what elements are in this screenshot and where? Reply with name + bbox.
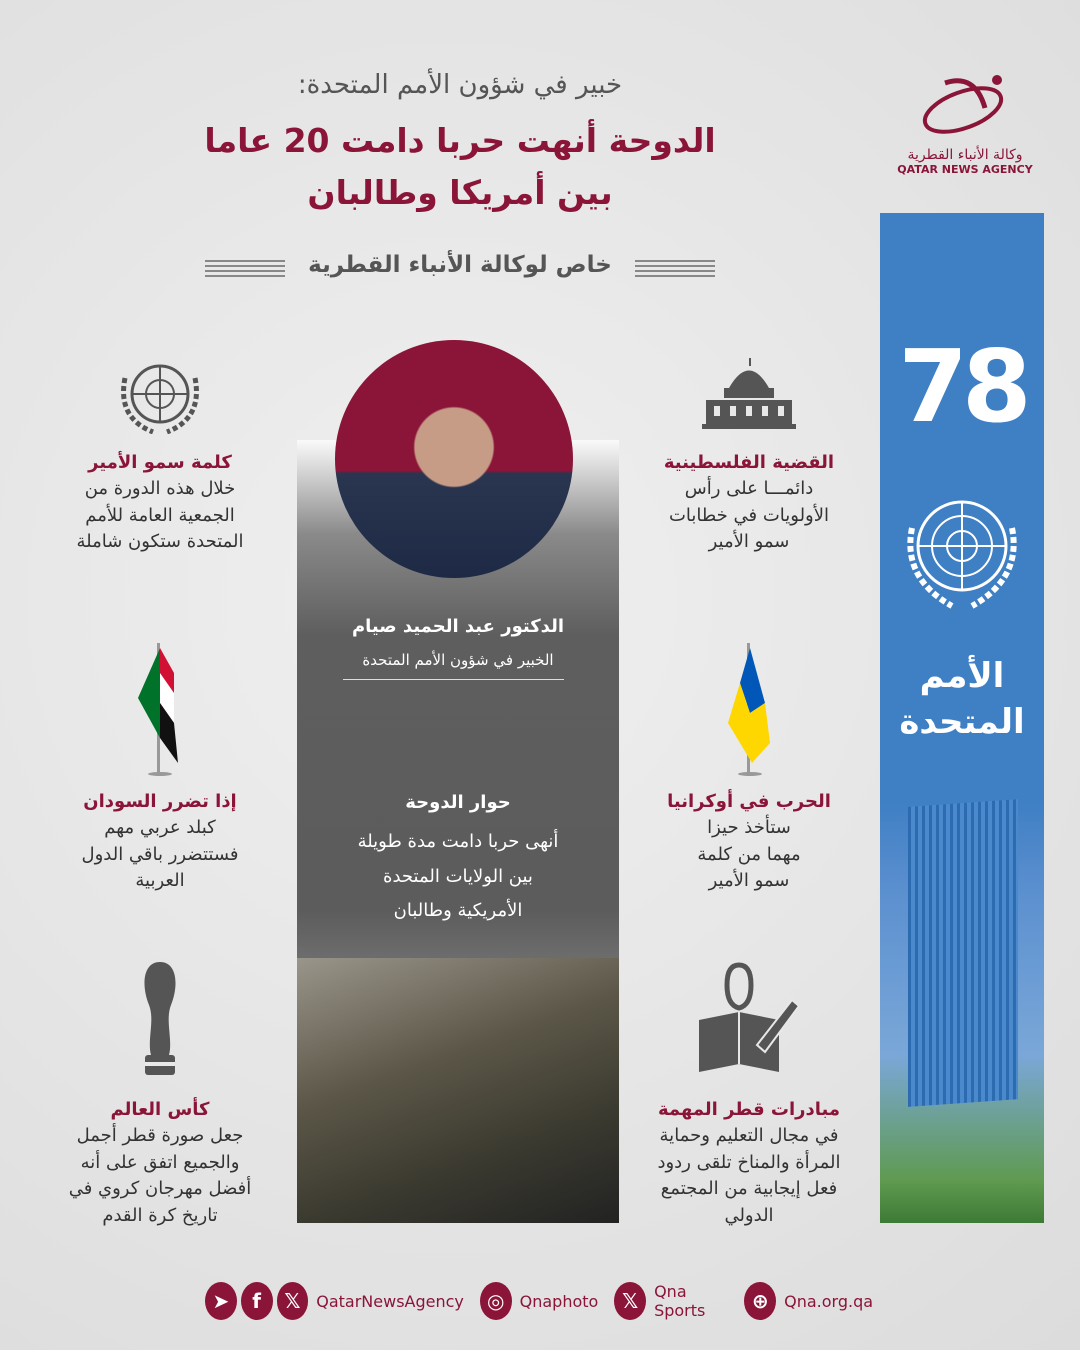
item-line: والجميع اتفق على أنه — [80, 1151, 240, 1173]
expert-name: الدكتور عبد الحميد صيام — [351, 616, 565, 637]
expert-portrait — [335, 340, 573, 578]
un-emblem-icon — [892, 488, 1032, 613]
instagram-icon[interactable]: ◎ — [480, 1282, 512, 1320]
item-title: القضية الفلسطينية — [663, 452, 835, 473]
un-panel — [880, 213, 1044, 1223]
social-handle[interactable]: Qna Sports — [654, 1282, 706, 1320]
un-title-line-2: المتحدة — [899, 702, 1025, 742]
headline-line-1: الدوحة أنهت حربا دامت 20 عاما — [204, 121, 716, 160]
expert-role: الخبير في شؤون الأمم المتحدة — [362, 651, 554, 669]
item-line: فعل إيجابية من المجتمع — [660, 1178, 838, 1199]
social-bar — [205, 1281, 885, 1321]
divider-lines — [635, 260, 715, 280]
facebook-icon[interactable]: f — [241, 1282, 273, 1320]
kicker: خبير في شؤون الأمم المتحدة: — [297, 70, 623, 100]
quote-line: الأمريكية وطالبان — [393, 900, 523, 921]
item-sudan — [55, 789, 265, 895]
item-line: في مجال التعليم وحماية — [659, 1125, 839, 1146]
tower-shape — [908, 799, 1018, 1107]
ukraine-flag-icon — [720, 643, 780, 776]
qna-logo-icon — [915, 68, 1015, 143]
un-title — [880, 653, 1044, 745]
qna-logo — [890, 68, 1040, 176]
un-title-line-1: الأمم — [919, 656, 1005, 696]
item-line: دائمـــا على رأس — [684, 478, 814, 499]
exclusive-label: خاص لوكالة الأنباء القطرية — [308, 252, 612, 278]
item-line: المرأة والمناخ تلقى ردود — [657, 1151, 841, 1173]
item-world-cup — [45, 1097, 275, 1229]
quote-line: بين الولايات المتحدة — [383, 865, 533, 887]
item-title: مبادرات قطر المهمة — [657, 1099, 841, 1120]
item-line: سمو الأمير — [708, 531, 790, 552]
dome-of-rock-icon — [702, 358, 796, 430]
item-title: كلمة سمو الأمير — [88, 452, 232, 473]
sudan-flag-icon — [130, 643, 190, 776]
quote-title: حوار الدوحة — [405, 792, 511, 813]
woman-education-icon — [697, 960, 801, 1075]
artillery-photo — [297, 958, 619, 1223]
headline-line-2: بين أمريكا وطالبان — [307, 173, 613, 212]
item-line: مهما من كلمة — [697, 843, 801, 865]
item-title: كأس العالم — [110, 1099, 210, 1120]
world-cup-trophy-icon — [135, 960, 185, 1078]
telegram-icon[interactable]: ➤ — [205, 1282, 237, 1320]
website-link[interactable]: Qna.org.qa — [784, 1291, 874, 1311]
item-line: أفضل مهرجان كروي في — [68, 1178, 252, 1199]
item-line: سمو الأمير — [708, 870, 790, 891]
item-line: الأولويات في خطابات — [668, 504, 830, 526]
logo-arabic: وكالة الأنباء القطرية — [907, 147, 1023, 163]
un-emblem-icon — [113, 358, 207, 434]
item-emir-speech — [55, 450, 265, 556]
item-line: العربية — [135, 870, 185, 891]
x-icon[interactable]: 𝕏 — [277, 1282, 309, 1320]
item-line: خلال هذه الدورة من — [84, 478, 236, 499]
item-ukraine — [644, 789, 854, 895]
quote-line: أنهى حربا دامت مدة طويلة — [357, 831, 559, 852]
divider — [343, 679, 564, 680]
item-line: الجمعية العامة للأمم — [85, 504, 235, 526]
quote-body — [297, 825, 619, 929]
divider-lines — [205, 260, 285, 280]
logo-english: QATAR NEWS AGENCY — [897, 163, 1033, 176]
item-line: المتحدة ستكون شاملة — [76, 531, 244, 552]
social-handle[interactable]: Qnaphoto — [519, 1291, 599, 1311]
social-handle[interactable]: QatarNewsAgency — [316, 1291, 464, 1311]
session-number: 78 — [898, 328, 1026, 445]
item-line: الدولي — [724, 1204, 774, 1226]
item-title: إذا تضرر السودان — [83, 791, 237, 812]
item-line: تاريخ كرة القدم — [102, 1204, 218, 1226]
globe-icon[interactable]: ⊕ — [744, 1282, 776, 1320]
x-icon[interactable]: 𝕏 — [614, 1282, 646, 1320]
item-line: كبلد عربي مهم — [104, 817, 216, 838]
item-qatar-initiatives — [634, 1097, 864, 1229]
item-line: ستأخذ حيزا — [707, 817, 791, 838]
item-line: فستتضرر باقي الدول — [81, 843, 239, 865]
item-palestine — [644, 450, 854, 556]
un-building-photo — [880, 803, 1044, 1223]
item-line: جعل صورة قطر أجمل — [76, 1125, 244, 1146]
headline — [190, 115, 730, 219]
exclusive-banner — [200, 252, 720, 288]
item-title: الحرب في أوكرانيا — [667, 791, 831, 812]
